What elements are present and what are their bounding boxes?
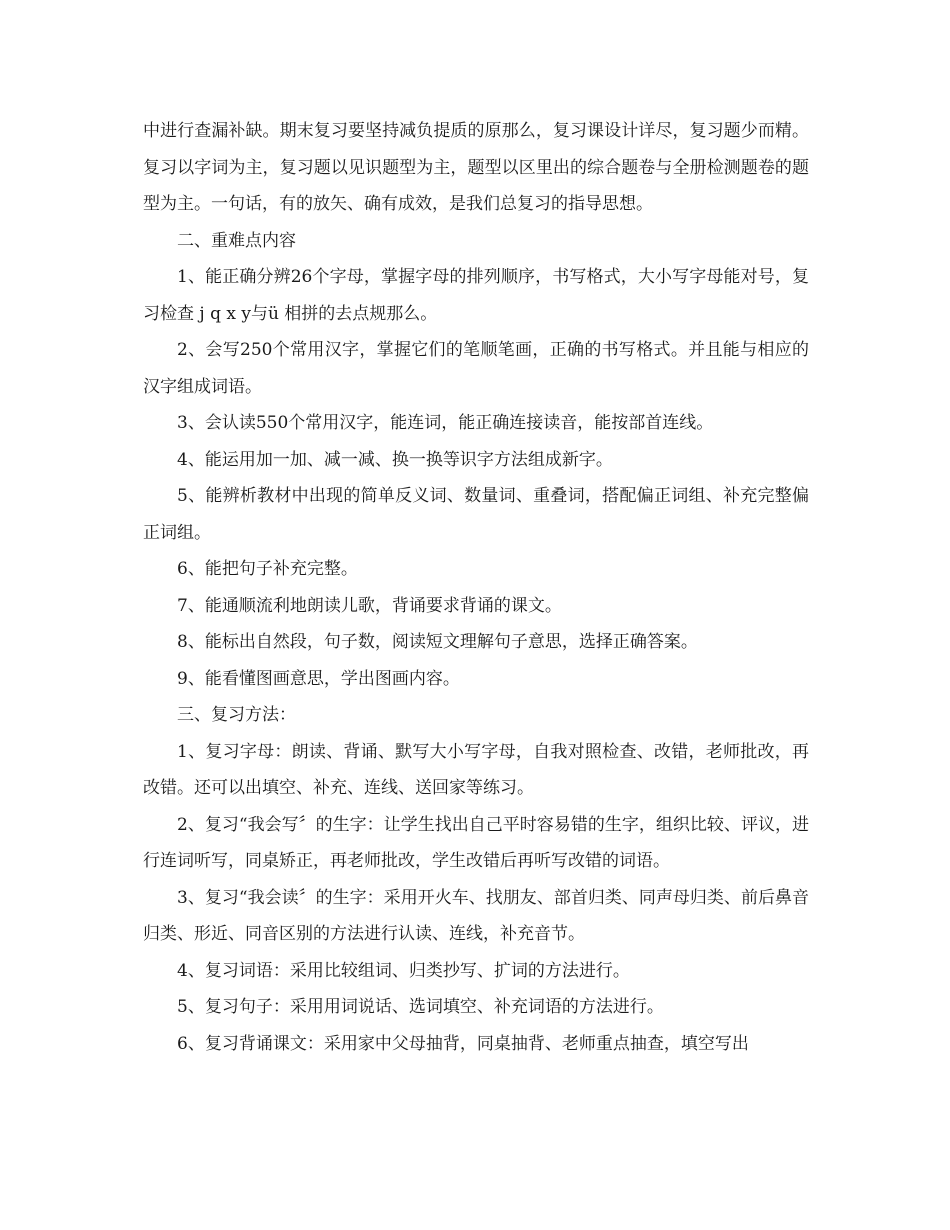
paragraph: 8、能标出自然段，句子数，阅读短文理解句子意思，选择正确答案。 xyxy=(177,632,698,652)
paragraph: 3、复习“我会读〞的生字：采用开火车、找朋友、部首归类、同声母归类、前后鼻音归类、形近、同音区别的方法进行认读、连线，补充音节。 xyxy=(143,887,809,944)
paragraph: 6、复习背诵课文：采用家中父母抽背，同桌抽背、老师重点抽查，填空写出 xyxy=(177,1033,749,1054)
paragraph: 三、复习方法： xyxy=(177,705,296,725)
paragraph: 1、复习字母：朗读、背诵、默写大小写字母，自我对照检查、改错，老师批改，再改错。还可以出填空、补充、连线、送回家等练习。 xyxy=(143,741,809,798)
paragraph: 4、复习词语：采用比较组词、归类抄写、扩词的方法进行。 xyxy=(177,960,630,981)
paragraph: 1、能正确分辨26个字母，掌握字母的排列顺序，书写格式，大小写字母能对号，复习检查 j q x y与ü 相拼的去点规那么。 xyxy=(143,267,809,324)
paragraph: 2、复习“我会写〞的生字：让学生找出自己平时容易错的生字，组织比较、评议，进行连词听写，同桌矫正，再老师批改，学生改错后再听写改错的词语。 xyxy=(143,814,809,871)
paragraph: 2、会写250个常用汉字，掌握它们的笔顺笔画，正确的书写格式。并且能与相应的汉字组成词语。 xyxy=(143,340,809,397)
paragraph: 二、重难点内容 xyxy=(177,230,296,251)
paragraph: 5、能辨析教材中出现的简单反义词、数量词、重叠词，搭配偏正词组、补充完整偏正词组。 xyxy=(143,486,809,543)
paragraph: 9、能看懂图画意思，学出图画内容。 xyxy=(177,668,460,689)
document-body xyxy=(143,113,809,1062)
paragraph: 4、能运用加一加、减一减、换一换等识字方法组成新字。 xyxy=(177,449,613,470)
paragraph: 7、能通顺流利地朗读儿歌，背诵要求背诵的课文。 xyxy=(177,595,562,616)
paragraph: 3、会认读550个常用汉字，能连词，能正确连接读音，能按部首连线。 xyxy=(177,413,714,433)
paragraph: 6、能把句子补充完整。 xyxy=(177,559,358,579)
paragraph: 中进行查漏补缺。期末复习要坚持减负提质的原那么，复习课设计详尽，复习题少而精。复习以字词为主，复习题以见识题型为主，题型以区里出的综合题卷与全册检测题卷的题型为主。一句话，有的放矢、确有成效，是我们总复习的指导思想。 xyxy=(143,121,809,214)
paragraph: 5、复习句子：采用用词说话、选词填空、补充词语的方法进行。 xyxy=(177,997,664,1017)
